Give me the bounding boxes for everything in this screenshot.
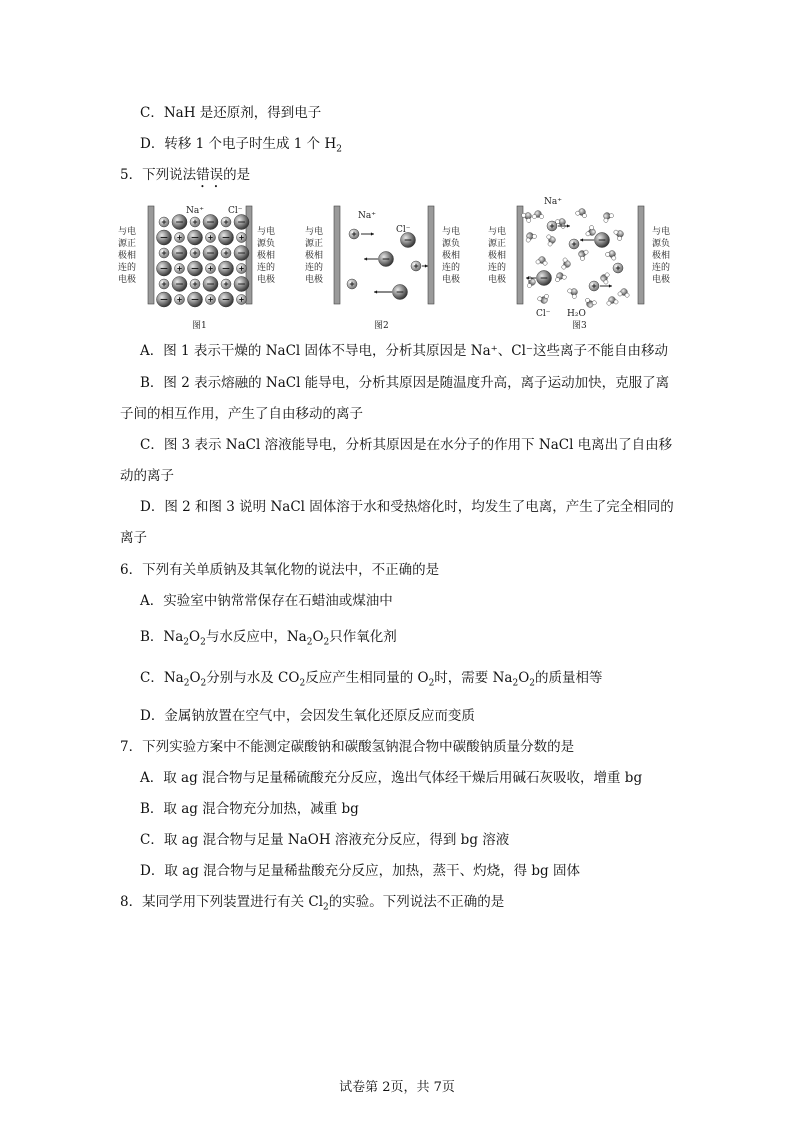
fig1-right-electrode-label	[257, 225, 275, 285]
water-molecule	[613, 227, 626, 241]
fig2-left-electrode-label	[305, 225, 323, 285]
q5-option-d-line2: 离子	[120, 530, 147, 546]
svg-text:连的: 连的	[257, 263, 276, 273]
q6-option-c-text3: 时，需要 Na	[434, 670, 513, 686]
svg-text:电极: 电极	[305, 275, 324, 285]
q7-stem: 7．下列实验方案中不能测定碳酸钠和碳酸氢钠混合物中碳酸钠质量分数的是	[120, 739, 575, 755]
water-molecule	[553, 271, 566, 283]
svg-text:源正: 源正	[488, 239, 507, 249]
formula-na2o2: $Na_2O_2$	[286, 629, 330, 648]
svg-text:连的: 连的	[305, 263, 324, 273]
q5-stem-emphasis: 错误	[196, 167, 224, 183]
svg-text:极相: 极相	[257, 251, 276, 261]
q6-option-b-tail: 只作氧化剂	[329, 629, 397, 645]
arrow-head	[371, 232, 374, 235]
figure-1	[118, 206, 275, 331]
arrow-head	[364, 257, 367, 260]
q6-option-c-letter: C．	[140, 670, 164, 686]
water-molecule	[606, 296, 619, 306]
svg-text:电极: 电极	[118, 275, 137, 285]
q6-option-c-tail: 的质量相等	[535, 670, 603, 686]
q5-stem-post: 的是	[223, 167, 251, 183]
fig2-left-electrode	[334, 206, 340, 304]
q5-stem	[120, 166, 250, 191]
water-molecule	[536, 256, 549, 266]
q8-stem	[120, 893, 504, 917]
q6-stem: 6．下列有关单质钠及其氧化物的说法中，不正确的是	[120, 562, 440, 578]
svg-text:极相: 极相	[442, 251, 461, 261]
water-molecule	[575, 207, 588, 219]
svg-text:源负: 源负	[652, 239, 671, 249]
q6-option-a: A．实验室中钠常常保存在石蜡油或煤油中	[140, 593, 393, 609]
page-footer: 试卷第 2页，共 7页	[339, 1080, 455, 1095]
arrow-head	[580, 238, 583, 241]
q4-option-d-sub: 2	[336, 144, 342, 155]
q6-option-c-text: 分别与水及 CO	[206, 670, 300, 686]
q4-option-d	[140, 135, 342, 159]
svg-text:与电: 与电	[488, 227, 507, 237]
water-molecule	[567, 285, 581, 299]
svg-text:与电: 与电	[118, 227, 137, 237]
q7-option-c: C．取 ag 混合物与足量 NaOH 溶液充分反应，得到 bg 溶液	[140, 832, 510, 848]
fig3-left-electrode	[517, 206, 523, 304]
arrow-head	[374, 290, 377, 293]
svg-text:电极: 电极	[257, 275, 276, 285]
o2-subscript: 2	[428, 678, 435, 689]
fig3-left-electrode-label	[488, 225, 506, 285]
svg-text:与电: 与电	[305, 227, 324, 237]
fig3-hydrated-ions	[521, 207, 631, 309]
svg-text:连的: 连的	[488, 263, 507, 273]
svg-text:极相: 极相	[305, 251, 324, 261]
fig3-right-electrode-label	[652, 225, 670, 285]
svg-text:源正: 源正	[305, 239, 324, 249]
fig1-left-electrode-label	[118, 225, 136, 285]
fig1-left-electrode	[148, 206, 154, 304]
q5-option-c-line2: 动的离子	[120, 468, 174, 484]
q6-option-d: D．金属钠放置在空气中，会因发生氧化还原反应而变质	[140, 708, 475, 724]
q5-option-a: A．图 1 表示干燥的 NaCl 固体不导电，分析其原因是 Na⁺、Cl⁻这些离子不能自由移动	[140, 343, 669, 359]
q8-stem-pre: 8．某同学用下列装置进行有关 Cl	[120, 894, 324, 910]
water-molecule	[546, 234, 556, 247]
water-molecule	[523, 230, 537, 243]
svg-text:连的: 连的	[652, 263, 671, 273]
svg-text:连的: 连的	[442, 263, 461, 273]
water-molecule	[618, 288, 631, 298]
water-molecule	[561, 258, 571, 271]
water-molecule	[532, 211, 543, 219]
svg-text:电极: 电极	[442, 275, 461, 285]
svg-text:与电: 与电	[652, 227, 671, 237]
hydrogen-atom	[540, 215, 544, 219]
svg-text:电极: 电极	[488, 275, 507, 285]
q6-option-b-letter: B．	[140, 629, 164, 645]
arrow-head	[425, 264, 428, 267]
q6-option-b-text: 与水反应中，	[205, 629, 287, 645]
svg-text:与电: 与电	[257, 227, 276, 237]
fig1-na-label: Na⁺	[186, 206, 204, 216]
fig2-right-electrode	[428, 206, 434, 304]
q7-option-a: A．取 ag 混合物与足量稀硫酸充分反应，逸出气体经干燥后用碱石灰吸收，增重 bg	[140, 770, 643, 786]
svg-text:源负: 源负	[442, 239, 461, 249]
water-molecule	[576, 247, 589, 261]
q6-option-c-text2: 反应产生相同量的 O	[305, 670, 429, 686]
hydrogen-atom	[527, 284, 531, 288]
fig2-caption: 图2	[374, 321, 389, 331]
svg-text:源正: 源正	[118, 239, 137, 249]
q8-stem-post: 的实验。下列说法不正确的是	[328, 894, 505, 910]
fig2-right-electrode-label	[442, 225, 460, 285]
q5-stem-pre: 5．下列说法	[120, 167, 197, 183]
arrow-head	[609, 284, 612, 287]
svg-text:与电: 与电	[442, 227, 461, 237]
fig3-na-label: Na⁺	[544, 197, 562, 207]
figure-2	[305, 206, 460, 331]
q6-option-c: C．$Na_2O_2$分别与水及 $CO_2$反应产生相同量的 $O_2$时，需要 $Na_2O_2$的质量相等	[140, 670, 603, 689]
fig3-cl-label: Cl⁻	[536, 309, 551, 319]
co2-subscript: 2	[299, 678, 306, 689]
q8-stem-sub: 2	[323, 902, 329, 913]
svg-text:电极: 电极	[652, 275, 671, 285]
fig1-cl-label: Cl⁻	[228, 206, 243, 216]
q7-option-d: D．取 ag 混合物与足量稀盐酸充分反应，加热，蒸干、灼烧，得 bg 固体	[140, 863, 580, 879]
svg-text:极相: 极相	[652, 251, 671, 261]
figure-3	[488, 197, 670, 331]
fig3-right-electrode	[638, 206, 644, 304]
fig1-ion-lattice	[157, 215, 250, 308]
formula-na2o2: $Na_2O_2$	[163, 670, 207, 689]
svg-text:极相: 极相	[118, 251, 137, 261]
fig3-caption: 图3	[572, 321, 587, 331]
water-molecule	[600, 272, 610, 285]
formula-na2o2: $Na_2O_2$	[163, 629, 206, 648]
q6-option-b	[140, 628, 397, 652]
fig1-caption: 图1	[192, 321, 207, 331]
q5-option-b-line2: 子间的相互作用，产生了自由移动的离子	[120, 406, 363, 422]
q5-option-b-line1: B．图 2 表示熔融的 NaCl 能导电，分析其原因是随温度升高，离子运动加快，克服了离	[140, 375, 670, 391]
water-molecule	[537, 294, 550, 306]
nacl-conductivity-figure	[112, 196, 682, 332]
svg-text:极相: 极相	[488, 251, 507, 261]
water-molecule	[583, 298, 596, 310]
q4-option-d-text: D．转移 1 个电子时生成 1 个 H	[140, 136, 337, 152]
q5-option-d-line1: D．图 2 和图 3 说明 NaCl 固体溶于水和受热熔化时，均发生了电离，产生了完全相同的	[140, 499, 674, 515]
q7-option-b: B．取 ag 混合物充分加热，减重 bg	[140, 801, 359, 817]
svg-text:连的: 连的	[118, 263, 137, 273]
water-molecule	[600, 210, 614, 224]
fig2-free-ions	[347, 229, 428, 300]
hydrogen-atom	[532, 215, 536, 219]
q5-option-c-line1: C．图 3 表示 NaCl 溶液能导电，分析其原因是在水分子的作用下 NaCl 电离出了自由移	[140, 437, 673, 453]
q4-option-c: C．NaH 是还原剂，得到电子	[140, 105, 322, 121]
arrow-head	[567, 224, 570, 227]
fig3-h2o-label: H₂O	[567, 309, 586, 319]
svg-text:源负: 源负	[257, 239, 276, 249]
fig2-na-label: Na⁺	[358, 211, 376, 221]
fig2-cl-label: Cl⁻	[396, 225, 411, 235]
water-molecule	[605, 248, 619, 261]
